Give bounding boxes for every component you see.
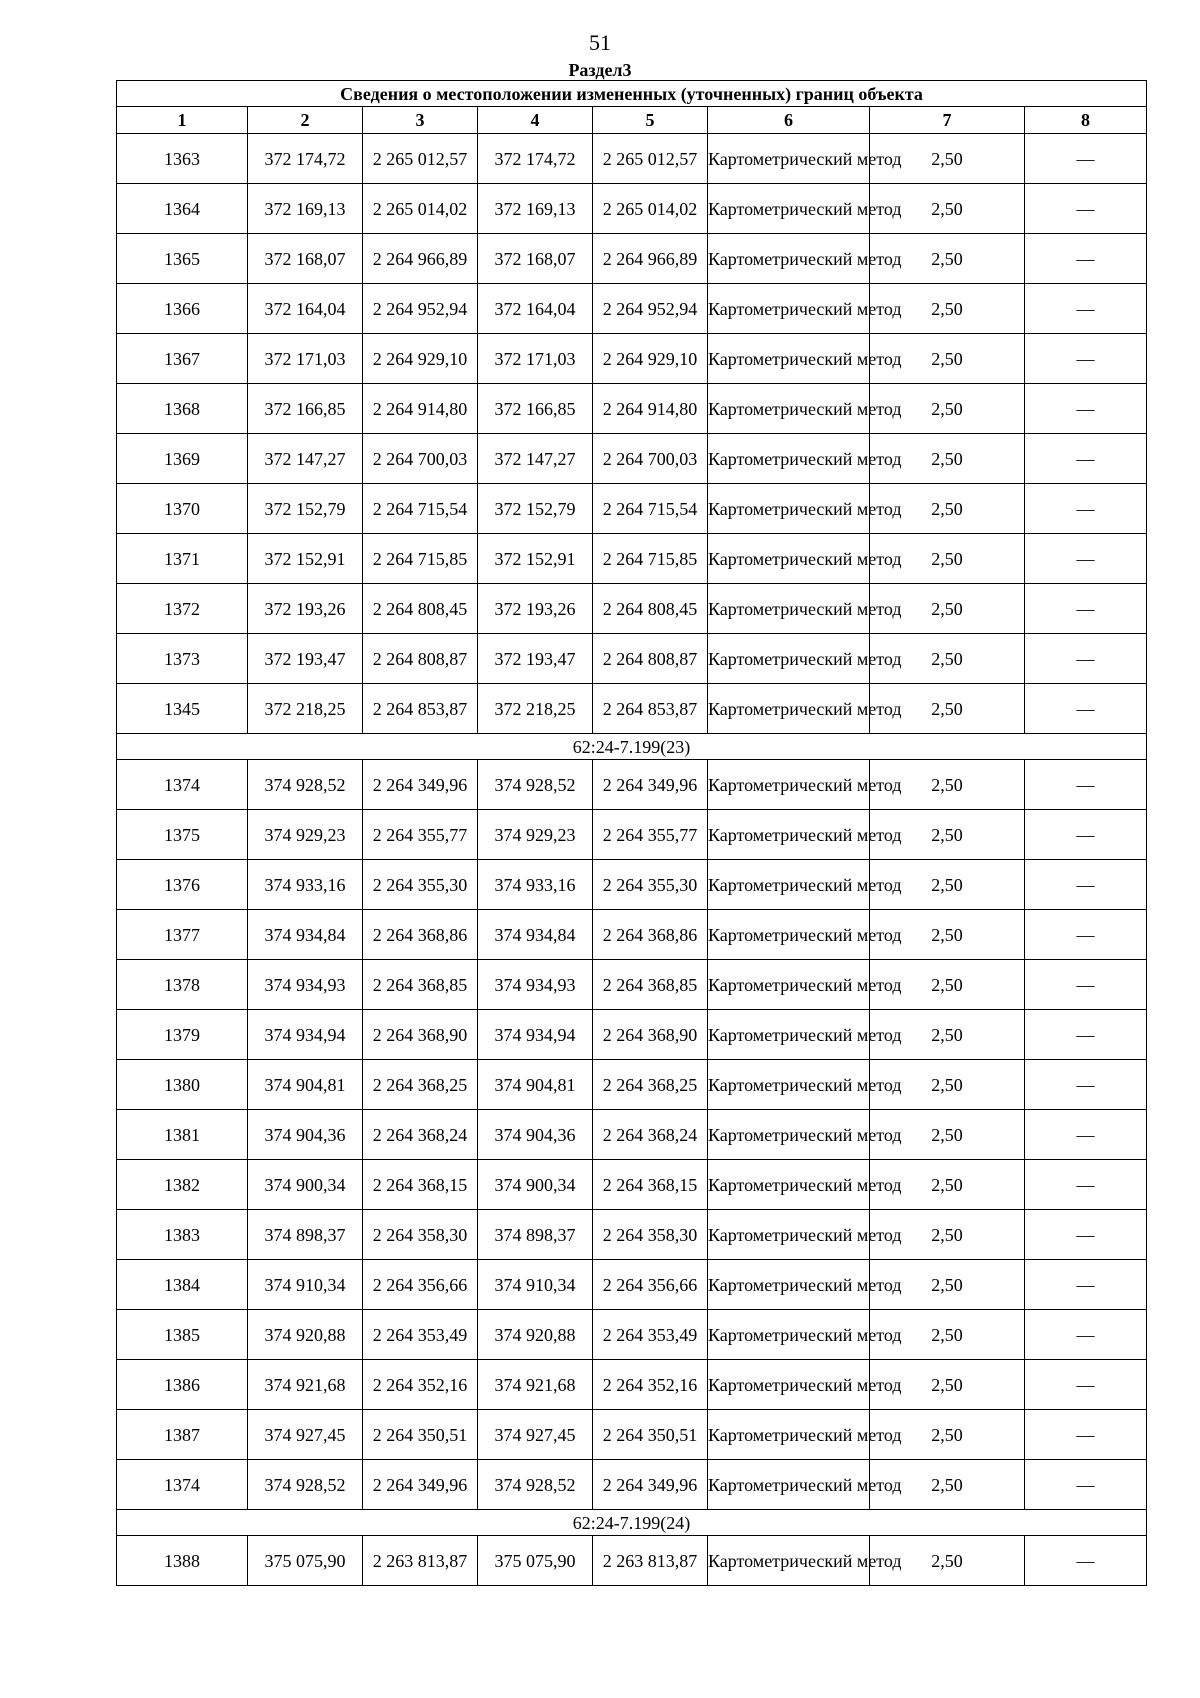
accuracy-cell: 2,50 [870,1160,1025,1210]
note-cell: — [1025,284,1147,334]
point-number-cell: 1387 [117,1410,248,1460]
y-refined-cell: 2 264 952,94 [593,284,708,334]
y-refined-cell: 2 264 929,10 [593,334,708,384]
x-refined-cell: 374 898,37 [478,1210,593,1260]
table-row [117,960,1147,1010]
accuracy-cell: 2,50 [870,1536,1025,1586]
method-cell: Картометрический метод [708,684,870,734]
table-row [117,384,1147,434]
x-existing-cell: 372 193,26 [248,584,363,634]
y-existing-cell: 2 264 368,24 [363,1110,478,1160]
table-row [117,234,1147,284]
table-row [117,1060,1147,1110]
x-existing-cell: 372 164,04 [248,284,363,334]
point-number-cell: 1384 [117,1260,248,1310]
accuracy-cell: 2,50 [870,184,1025,234]
group-row [117,734,1147,760]
column-number: 8 [1025,107,1147,134]
y-refined-cell: 2 264 715,54 [593,484,708,534]
page-number: 51 [589,30,611,55]
x-existing-cell: 374 934,84 [248,910,363,960]
accuracy-cell: 2,50 [870,1060,1025,1110]
y-refined-cell: 2 264 368,85 [593,960,708,1010]
y-existing-cell: 2 265 014,02 [363,184,478,234]
table-caption-row [117,81,1147,107]
accuracy-cell: 2,50 [870,860,1025,910]
table-row [117,1310,1147,1360]
y-existing-cell: 2 264 700,03 [363,434,478,484]
table-caption: Сведения о местоположении измененных (уточненных) границ объекта [117,81,1147,107]
x-existing-cell: 372 166,85 [248,384,363,434]
y-existing-cell: 2 264 952,94 [363,284,478,334]
y-refined-cell: 2 264 853,87 [593,684,708,734]
note-cell: — [1025,1410,1147,1460]
note-cell: — [1025,1310,1147,1360]
note-cell: — [1025,1110,1147,1160]
accuracy-cell: 2,50 [870,910,1025,960]
y-refined-cell: 2 264 350,51 [593,1410,708,1460]
y-refined-cell: 2 264 808,45 [593,584,708,634]
y-existing-cell: 2 264 352,16 [363,1360,478,1410]
y-refined-cell: 2 264 349,96 [593,760,708,810]
point-number-cell: 1382 [117,1160,248,1210]
group-label: 62:24-7.199(24) [117,1510,1147,1536]
table-body [117,134,1147,1586]
accuracy-cell: 2,50 [870,1110,1025,1160]
point-number-cell: 1371 [117,534,248,584]
note-cell: — [1025,1360,1147,1410]
method-cell: Картометрический метод [708,1010,870,1060]
x-refined-cell: 374 934,94 [478,1010,593,1060]
accuracy-cell: 2,50 [870,334,1025,384]
x-existing-cell: 372 171,03 [248,334,363,384]
point-number-cell: 1364 [117,184,248,234]
accuracy-cell: 2,50 [870,684,1025,734]
x-existing-cell: 375 075,90 [248,1536,363,1586]
x-existing-cell: 374 904,36 [248,1110,363,1160]
y-existing-cell: 2 263 813,87 [363,1536,478,1586]
note-cell: — [1025,384,1147,434]
point-number-cell: 1388 [117,1536,248,1586]
x-refined-cell: 374 928,52 [478,1460,593,1510]
y-existing-cell: 2 264 808,45 [363,584,478,634]
y-refined-cell: 2 264 368,15 [593,1160,708,1210]
x-existing-cell: 374 900,34 [248,1160,363,1210]
x-existing-cell: 372 174,72 [248,134,363,184]
y-existing-cell: 2 264 368,86 [363,910,478,960]
method-cell: Картометрический метод [708,1360,870,1410]
table-row [117,684,1147,734]
table-row [117,1110,1147,1160]
table-row [117,1210,1147,1260]
point-number-cell: 1369 [117,434,248,484]
point-number-cell: 1374 [117,760,248,810]
accuracy-cell: 2,50 [870,760,1025,810]
y-existing-cell: 2 264 914,80 [363,384,478,434]
note-cell: — [1025,1060,1147,1110]
method-cell: Картометрический метод [708,860,870,910]
note-cell: — [1025,634,1147,684]
x-refined-cell: 374 904,81 [478,1060,593,1110]
table-row [117,760,1147,810]
note-cell: — [1025,760,1147,810]
y-refined-cell: 2 264 352,16 [593,1360,708,1410]
table-row [117,860,1147,910]
method-cell: Картометрический метод [708,134,870,184]
group-label: 62:24-7.199(23) [117,734,1147,760]
y-refined-cell: 2 265 012,57 [593,134,708,184]
table-row [117,1536,1147,1586]
method-cell: Картометрический метод [708,634,870,684]
x-existing-cell: 374 929,23 [248,810,363,860]
y-refined-cell: 2 264 715,85 [593,534,708,584]
x-refined-cell: 374 934,84 [478,910,593,960]
y-refined-cell: 2 264 700,03 [593,434,708,484]
y-refined-cell: 2 264 358,30 [593,1210,708,1260]
note-cell: — [1025,584,1147,634]
x-refined-cell: 374 929,23 [478,810,593,860]
method-cell: Картометрический метод [708,1310,870,1360]
point-number-cell: 1363 [117,134,248,184]
x-refined-cell: 374 904,36 [478,1110,593,1160]
x-refined-cell: 372 164,04 [478,284,593,334]
x-refined-cell: 372 147,27 [478,434,593,484]
accuracy-cell: 2,50 [870,810,1025,860]
method-cell: Картометрический метод [708,1210,870,1260]
x-refined-cell: 372 152,79 [478,484,593,534]
y-refined-cell: 2 264 966,89 [593,234,708,284]
table-row [117,1160,1147,1210]
x-refined-cell: 375 075,90 [478,1536,593,1586]
x-refined-cell: 372 168,07 [478,234,593,284]
x-existing-cell: 372 152,79 [248,484,363,534]
column-number: 6 [708,107,870,134]
note-cell: — [1025,684,1147,734]
x-refined-cell: 374 933,16 [478,860,593,910]
method-cell: Картометрический метод [708,284,870,334]
x-refined-cell: 372 166,85 [478,384,593,434]
y-refined-cell: 2 264 808,87 [593,634,708,684]
point-number-cell: 1367 [117,334,248,384]
column-number: 1 [117,107,248,134]
y-refined-cell: 2 264 349,96 [593,1460,708,1510]
x-existing-cell: 374 928,52 [248,1460,363,1510]
y-existing-cell: 2 264 350,51 [363,1410,478,1460]
boundary-coordinates-table [116,80,1147,1586]
method-cell: Картометрический метод [708,960,870,1010]
y-existing-cell: 2 265 012,57 [363,134,478,184]
x-refined-cell: 372 169,13 [478,184,593,234]
accuracy-cell: 2,50 [870,1360,1025,1410]
accuracy-cell: 2,50 [870,134,1025,184]
table-row [117,484,1147,534]
table-row [117,184,1147,234]
table-row [117,134,1147,184]
method-cell: Картометрический метод [708,384,870,434]
note-cell: — [1025,910,1147,960]
y-existing-cell: 2 264 808,87 [363,634,478,684]
table-row [117,534,1147,584]
accuracy-cell: 2,50 [870,1310,1025,1360]
y-existing-cell: 2 264 929,10 [363,334,478,384]
section-title: Раздел3 [568,60,632,80]
x-existing-cell: 374 898,37 [248,1210,363,1260]
note-cell: — [1025,810,1147,860]
point-number-cell: 1386 [117,1360,248,1410]
method-cell: Картометрический метод [708,1160,870,1210]
method-cell: Картометрический метод [708,434,870,484]
accuracy-cell: 2,50 [870,484,1025,534]
column-number: 4 [478,107,593,134]
x-existing-cell: 374 927,45 [248,1410,363,1460]
column-number: 3 [363,107,478,134]
x-refined-cell: 372 193,47 [478,634,593,684]
accuracy-cell: 2,50 [870,1460,1025,1510]
x-existing-cell: 374 904,81 [248,1060,363,1110]
method-cell: Картометрический метод [708,1060,870,1110]
note-cell: — [1025,134,1147,184]
x-refined-cell: 374 910,34 [478,1260,593,1310]
x-refined-cell: 374 921,68 [478,1360,593,1410]
accuracy-cell: 2,50 [870,634,1025,684]
point-number-cell: 1370 [117,484,248,534]
method-cell: Картометрический метод [708,484,870,534]
accuracy-cell: 2,50 [870,960,1025,1010]
note-cell: — [1025,334,1147,384]
x-refined-cell: 372 152,91 [478,534,593,584]
point-number-cell: 1345 [117,684,248,734]
table-row [117,334,1147,384]
method-cell: Картометрический метод [708,1110,870,1160]
x-refined-cell: 372 171,03 [478,334,593,384]
note-cell: — [1025,1260,1147,1310]
table-row [117,1010,1147,1060]
y-refined-cell: 2 264 914,80 [593,384,708,434]
note-cell: — [1025,1010,1147,1060]
point-number-cell: 1380 [117,1060,248,1110]
accuracy-cell: 2,50 [870,284,1025,334]
note-cell: — [1025,960,1147,1010]
method-cell: Картометрический метод [708,760,870,810]
x-refined-cell: 374 934,93 [478,960,593,1010]
table-row [117,1410,1147,1460]
y-existing-cell: 2 264 368,85 [363,960,478,1010]
note-cell: — [1025,860,1147,910]
x-refined-cell: 372 218,25 [478,684,593,734]
x-existing-cell: 374 934,93 [248,960,363,1010]
accuracy-cell: 2,50 [870,1260,1025,1310]
point-number-cell: 1365 [117,234,248,284]
table-row [117,1260,1147,1310]
x-refined-cell: 374 928,52 [478,760,593,810]
table-row [117,434,1147,484]
x-existing-cell: 374 933,16 [248,860,363,910]
point-number-cell: 1378 [117,960,248,1010]
y-refined-cell: 2 264 368,86 [593,910,708,960]
method-cell: Картометрический метод [708,1410,870,1460]
note-cell: — [1025,434,1147,484]
y-refined-cell: 2 265 014,02 [593,184,708,234]
x-existing-cell: 374 921,68 [248,1360,363,1410]
table-row [117,284,1147,334]
group-row [117,1510,1147,1536]
x-existing-cell: 372 218,25 [248,684,363,734]
y-existing-cell: 2 264 358,30 [363,1210,478,1260]
point-number-cell: 1385 [117,1310,248,1360]
y-refined-cell: 2 264 355,30 [593,860,708,910]
note-cell: — [1025,234,1147,284]
x-existing-cell: 372 169,13 [248,184,363,234]
point-number-cell: 1368 [117,384,248,434]
x-refined-cell: 374 920,88 [478,1310,593,1360]
x-existing-cell: 372 152,91 [248,534,363,584]
table-row [117,584,1147,634]
column-number: 7 [870,107,1025,134]
note-cell: — [1025,484,1147,534]
accuracy-cell: 2,50 [870,1010,1025,1060]
accuracy-cell: 2,50 [870,1410,1025,1460]
x-existing-cell: 372 168,07 [248,234,363,284]
y-existing-cell: 2 264 368,25 [363,1060,478,1110]
x-existing-cell: 372 193,47 [248,634,363,684]
x-existing-cell: 372 147,27 [248,434,363,484]
y-refined-cell: 2 264 356,66 [593,1260,708,1310]
y-refined-cell: 2 264 368,25 [593,1060,708,1110]
table-row [117,910,1147,960]
method-cell: Картометрический метод [708,184,870,234]
accuracy-cell: 2,50 [870,584,1025,634]
y-existing-cell: 2 264 368,90 [363,1010,478,1060]
accuracy-cell: 2,50 [870,1210,1025,1260]
method-cell: Картометрический метод [708,1260,870,1310]
method-cell: Картометрический метод [708,334,870,384]
x-existing-cell: 374 934,94 [248,1010,363,1060]
x-existing-cell: 374 920,88 [248,1310,363,1360]
method-cell: Картометрический метод [708,234,870,284]
x-refined-cell: 374 900,34 [478,1160,593,1210]
y-refined-cell: 2 263 813,87 [593,1536,708,1586]
x-existing-cell: 374 928,52 [248,760,363,810]
y-existing-cell: 2 264 353,49 [363,1310,478,1360]
point-number-cell: 1375 [117,810,248,860]
table-row [117,1460,1147,1510]
point-number-cell: 1373 [117,634,248,684]
y-existing-cell: 2 264 715,54 [363,484,478,534]
point-number-cell: 1379 [117,1010,248,1060]
note-cell: — [1025,1460,1147,1510]
method-cell: Картометрический метод [708,1536,870,1586]
note-cell: — [1025,1160,1147,1210]
x-refined-cell: 372 174,72 [478,134,593,184]
y-existing-cell: 2 264 356,66 [363,1260,478,1310]
point-number-cell: 1376 [117,860,248,910]
column-number: 5 [593,107,708,134]
note-cell: — [1025,1536,1147,1586]
x-refined-cell: 374 927,45 [478,1410,593,1460]
y-existing-cell: 2 264 715,85 [363,534,478,584]
y-existing-cell: 2 264 349,96 [363,1460,478,1510]
accuracy-cell: 2,50 [870,384,1025,434]
method-cell: Картометрический метод [708,810,870,860]
point-number-cell: 1372 [117,584,248,634]
method-cell: Картометрический метод [708,910,870,960]
x-refined-cell: 372 193,26 [478,584,593,634]
method-cell: Картометрический метод [708,1460,870,1510]
point-number-cell: 1381 [117,1110,248,1160]
table-row [117,634,1147,684]
point-number-cell: 1383 [117,1210,248,1260]
table-row [117,810,1147,860]
table-row [117,1360,1147,1410]
y-existing-cell: 2 264 349,96 [363,760,478,810]
method-cell: Картометрический метод [708,534,870,584]
y-existing-cell: 2 264 966,89 [363,234,478,284]
y-existing-cell: 2 264 355,77 [363,810,478,860]
y-refined-cell: 2 264 368,90 [593,1010,708,1060]
y-refined-cell: 2 264 355,77 [593,810,708,860]
note-cell: — [1025,184,1147,234]
y-existing-cell: 2 264 368,15 [363,1160,478,1210]
note-cell: — [1025,1210,1147,1260]
column-number-row [117,107,1147,134]
column-number: 2 [248,107,363,134]
y-existing-cell: 2 264 853,87 [363,684,478,734]
accuracy-cell: 2,50 [870,434,1025,484]
y-existing-cell: 2 264 355,30 [363,860,478,910]
y-refined-cell: 2 264 368,24 [593,1110,708,1160]
accuracy-cell: 2,50 [870,234,1025,284]
point-number-cell: 1374 [117,1460,248,1510]
x-existing-cell: 374 910,34 [248,1260,363,1310]
y-refined-cell: 2 264 353,49 [593,1310,708,1360]
method-cell: Картометрический метод [708,584,870,634]
point-number-cell: 1377 [117,910,248,960]
accuracy-cell: 2,50 [870,534,1025,584]
point-number-cell: 1366 [117,284,248,334]
note-cell: — [1025,534,1147,584]
